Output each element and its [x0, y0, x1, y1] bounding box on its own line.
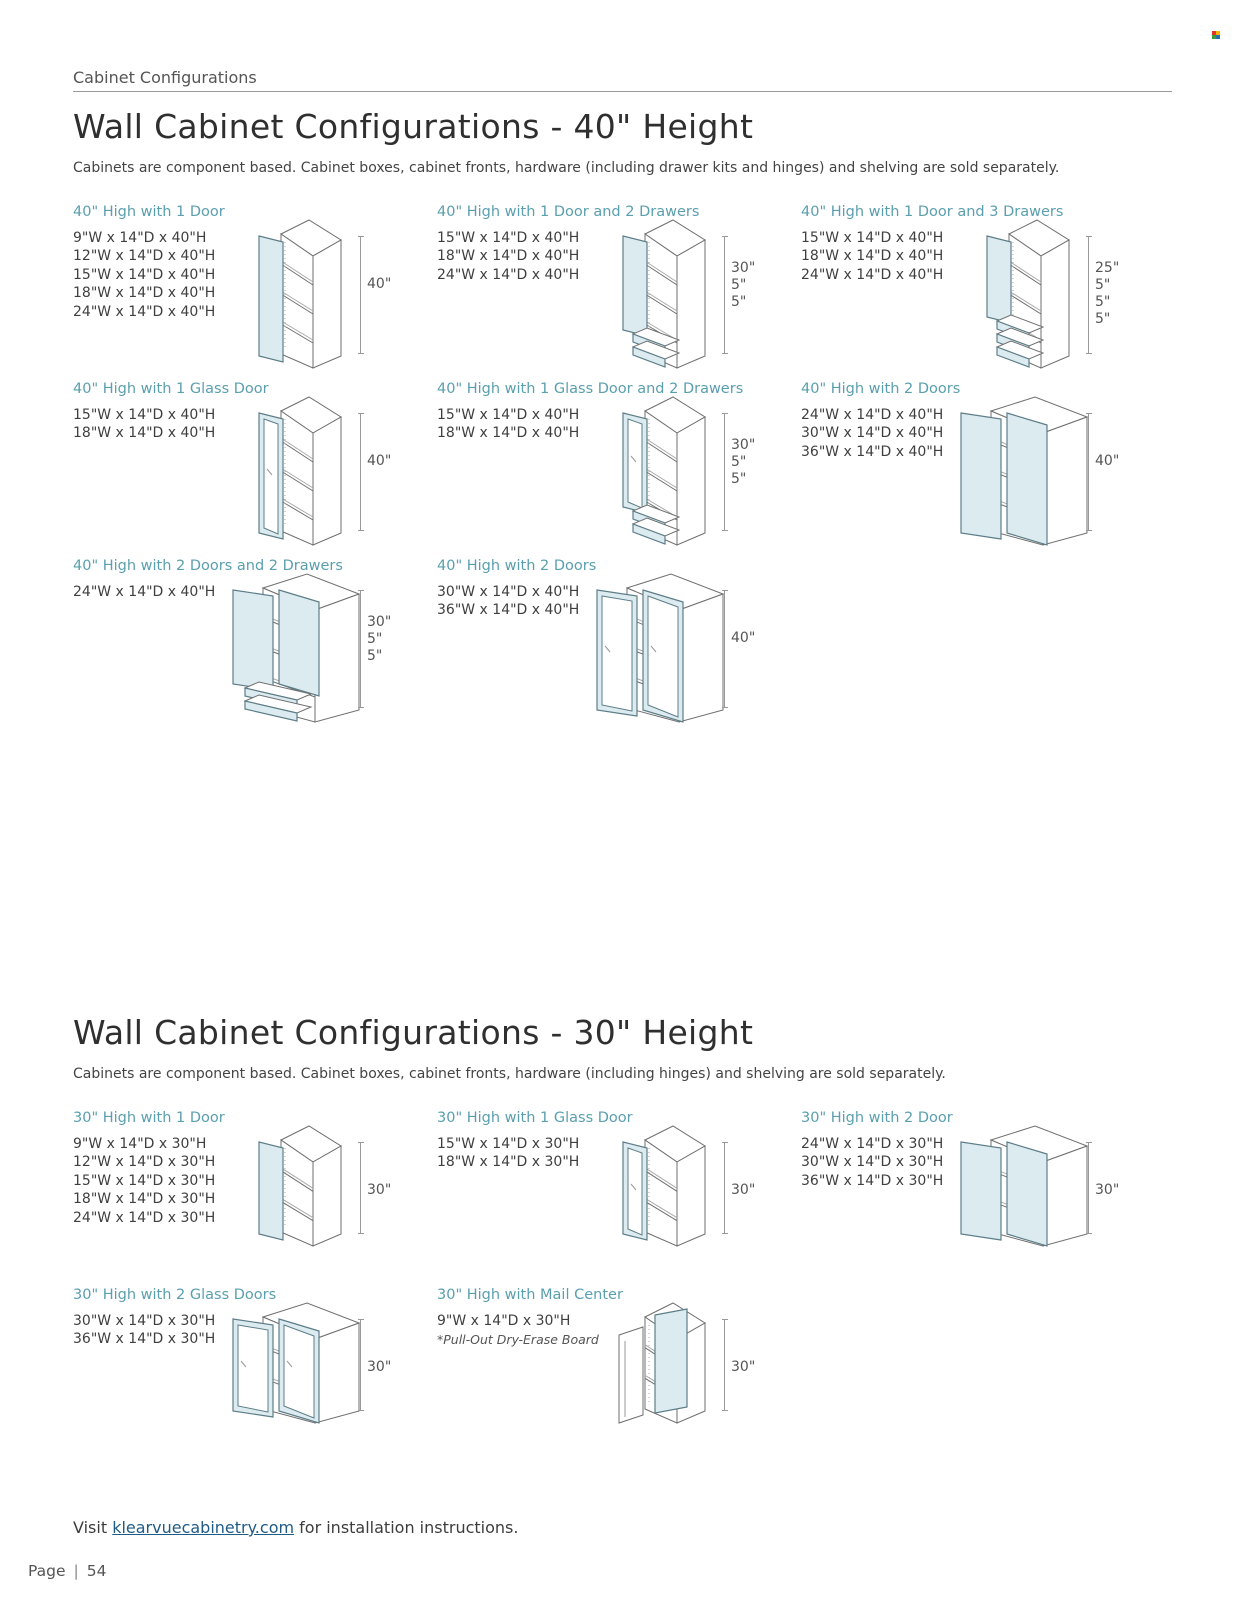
dimension-bracket [722, 413, 728, 531]
dimension-value: 30" [731, 260, 756, 276]
cabinet-drawing [951, 395, 1091, 557]
dimension-value: 5" [367, 648, 383, 664]
cabinet-drawing [607, 218, 717, 380]
size-option: 18"W x 14"D x 30"H [437, 1154, 580, 1171]
config-title: 40" High with 1 Glass Door and 2 Drawers [437, 381, 744, 397]
dimension-value: 30" [367, 1359, 392, 1375]
cabinet-illustration [223, 1301, 363, 1439]
dimension-value: 5" [731, 471, 747, 487]
logo-square-blue [1216, 35, 1220, 39]
size-option: 12"W x 14"D x 30"H [73, 1154, 216, 1171]
footer-prefix: Visit [73, 1518, 113, 1537]
dimension-value: 5" [1095, 294, 1111, 310]
cabinet-illustration [971, 218, 1081, 384]
config-footnote: *Pull-Out Dry-Erase Board [437, 1332, 599, 1348]
cabinet-drawing [971, 218, 1081, 380]
dimension-value: 30" [731, 1359, 756, 1375]
size-option: 15"W x 14"D x 40"H [801, 230, 944, 246]
cabinet-illustration [243, 1124, 353, 1262]
dimension-value: 5" [1095, 277, 1111, 293]
config-title: 40" High with 1 Glass Door [73, 381, 269, 397]
cabinet-config-item [437, 1287, 797, 1457]
cabinet-illustration [223, 572, 363, 738]
cabinet-config-item [437, 204, 797, 374]
dimension-bracket [722, 1319, 728, 1411]
cabinet-config-item [437, 381, 797, 551]
size-option: 24"W x 14"D x 40"H [437, 266, 580, 283]
size-option: 9"W x 14"D x 40"H [73, 230, 207, 246]
dimension-labels [731, 260, 755, 311]
dimension-bracket [1086, 413, 1092, 531]
size-option: 18"W x 14"D x 40"H [437, 248, 580, 265]
dimension-labels [367, 276, 391, 293]
dimension-bracket [722, 1142, 728, 1234]
dimension-value: 40" [1095, 453, 1120, 469]
size-option: 12"W x 14"D x 40"H [73, 248, 216, 265]
size-option: 30"W x 14"D x 30"H [801, 1154, 944, 1171]
cabinet-illustration [607, 1301, 717, 1439]
size-option: 24"W x 14"D x 30"H [801, 1136, 944, 1152]
dimension-value: 5" [731, 294, 747, 310]
config-title: 30" High with 1 Door [73, 1110, 225, 1126]
dimension-labels [367, 453, 391, 470]
cabinet-drawing [243, 395, 353, 557]
dimension-value: 40" [731, 630, 756, 646]
dimension-bracket [358, 1319, 364, 1411]
dimension-value: 30" [731, 1182, 756, 1198]
dimension-value: 30" [367, 1182, 392, 1198]
dimension-value: 30" [1095, 1182, 1120, 1198]
size-option: 15"W x 14"D x 30"H [437, 1136, 580, 1152]
size-option: 18"W x 14"D x 40"H [437, 425, 580, 442]
page-number-value: 54 [86, 1562, 107, 1580]
size-option: 9"W x 14"D x 30"H [437, 1313, 571, 1329]
config-title: 30" High with 2 Door [801, 1110, 953, 1126]
dimension-labels [1095, 1182, 1119, 1199]
cabinet-illustration [951, 1124, 1091, 1262]
dimension-labels [731, 630, 755, 647]
cabinet-config-item [73, 1287, 433, 1457]
footer-instructions [73, 1518, 518, 1537]
dimension-value: 30" [731, 437, 756, 453]
dimension-value: 5" [1095, 311, 1111, 327]
dimension-value: 5" [731, 277, 747, 293]
page-header-label: Cabinet Configurations [73, 68, 257, 87]
section-30-note: Cabinets are component based. Cabinet boxes, cabinet fronts, hardware (including hinges) and shelving are sold separately. [73, 1066, 946, 1082]
size-option: 24"W x 14"D x 40"H [801, 407, 944, 423]
cabinet-config-item [801, 204, 1161, 374]
page-number [28, 1562, 107, 1580]
cabinet-illustration [607, 395, 717, 561]
cabinet-illustration [607, 1124, 717, 1262]
dimension-value: 30" [367, 614, 392, 630]
dimension-value: 40" [367, 453, 392, 469]
cabinet-config-item [73, 204, 433, 374]
config-title: 30" High with 1 Glass Door [437, 1110, 633, 1126]
cabinet-drawing [223, 1301, 363, 1435]
size-option: 15"W x 14"D x 40"H [73, 407, 216, 423]
size-option: 24"W x 14"D x 40"H [801, 266, 944, 283]
dimension-labels [731, 1182, 755, 1199]
size-option: 36"W x 14"D x 30"H [73, 1331, 216, 1348]
size-option: 18"W x 14"D x 40"H [801, 248, 944, 265]
size-option: 15"W x 14"D x 40"H [437, 407, 580, 423]
cabinet-config-item [437, 558, 797, 728]
dimension-bracket [358, 413, 364, 531]
dimension-value: 40" [367, 276, 392, 292]
brand-logo-mark [1212, 31, 1220, 39]
cabinet-drawing [243, 218, 353, 380]
page-separator: | [73, 1562, 79, 1580]
dimension-bracket [722, 590, 728, 708]
cabinet-drawing [951, 1124, 1091, 1258]
cabinet-config-item [437, 1110, 797, 1280]
dimension-bracket [358, 1142, 364, 1234]
size-option: 24"W x 14"D x 40"H [73, 584, 216, 600]
dimension-bracket [1086, 1142, 1092, 1234]
config-title: 40" High with 2 Doors and 2 Drawers [73, 558, 343, 574]
dimension-labels [1095, 260, 1119, 328]
cabinet-illustration [951, 395, 1091, 561]
config-title: 40" High with 1 Door and 3 Drawers [801, 204, 1064, 220]
website-link[interactable]: klearvuecabinetry.com [112, 1518, 295, 1537]
dimension-bracket [358, 236, 364, 354]
cabinet-config-item [73, 558, 433, 728]
cabinet-config-item [73, 1110, 433, 1280]
cabinet-config-item [801, 1110, 1161, 1280]
section-40-note: Cabinets are component based. Cabinet boxes, cabinet fronts, hardware (including drawer kits and hinges) and shelving are sold separately. [73, 160, 1060, 176]
dimension-bracket [358, 590, 364, 708]
dimension-labels [367, 614, 391, 665]
size-option: 30"W x 14"D x 40"H [437, 584, 580, 600]
dimension-labels [367, 1359, 391, 1376]
size-option: 15"W x 14"D x 30"H [73, 1172, 216, 1189]
dimension-bracket [722, 236, 728, 354]
size-option: 18"W x 14"D x 40"H [73, 425, 216, 442]
footer-suffix: for installation instructions. [294, 1518, 519, 1537]
config-title: 40" High with 2 Doors [801, 381, 961, 397]
config-title: 40" High with 1 Door [73, 204, 225, 220]
cabinet-config-item [801, 381, 1161, 551]
dimension-value: 5" [731, 454, 747, 470]
cabinet-drawing [223, 572, 363, 734]
cabinet-illustration [243, 395, 353, 561]
config-title: 40" High with 2 Doors [437, 558, 597, 574]
dimension-labels [731, 437, 755, 488]
cabinet-drawing [243, 1124, 353, 1258]
size-option: 36"W x 14"D x 30"H [801, 1172, 944, 1189]
dimension-labels [1095, 453, 1119, 470]
size-option: 15"W x 14"D x 40"H [73, 266, 216, 283]
dimension-value: 25" [1095, 260, 1120, 276]
page-label: Page [28, 1562, 66, 1580]
dimension-labels [731, 1359, 755, 1376]
size-option: 9"W x 14"D x 30"H [73, 1136, 207, 1152]
config-title: 30" High with 2 Glass Doors [73, 1287, 277, 1303]
size-option: 24"W x 14"D x 30"H [73, 1209, 216, 1226]
size-option: 24"W x 14"D x 40"H [73, 303, 216, 320]
size-option: 18"W x 14"D x 30"H [73, 1191, 216, 1208]
dimension-bracket [1086, 236, 1092, 354]
section-30-title: Wall Cabinet Configurations - 30" Height [73, 1013, 754, 1052]
config-title: 30" High with Mail Center [437, 1287, 623, 1303]
cabinet-drawing [607, 395, 717, 557]
cabinet-illustration [587, 572, 727, 738]
header-divider [73, 91, 1172, 92]
size-option: 18"W x 14"D x 40"H [73, 285, 216, 302]
size-option: 30"W x 14"D x 30"H [73, 1313, 216, 1329]
cabinet-drawing [607, 1124, 717, 1258]
cabinet-drawing [587, 572, 727, 734]
size-option: 15"W x 14"D x 40"H [437, 230, 580, 246]
size-option: 30"W x 14"D x 40"H [801, 425, 944, 442]
cabinet-illustration [607, 218, 717, 384]
cabinet-drawing [607, 1301, 717, 1435]
cabinet-illustration [243, 218, 353, 384]
size-option: 36"W x 14"D x 40"H [437, 602, 580, 619]
cabinet-config-item [73, 381, 433, 551]
config-title: 40" High with 1 Door and 2 Drawers [437, 204, 700, 220]
section-40-title: Wall Cabinet Configurations - 40" Height [73, 107, 754, 146]
dimension-value: 5" [367, 631, 383, 647]
dimension-labels [367, 1182, 391, 1199]
size-option: 36"W x 14"D x 40"H [801, 443, 944, 460]
